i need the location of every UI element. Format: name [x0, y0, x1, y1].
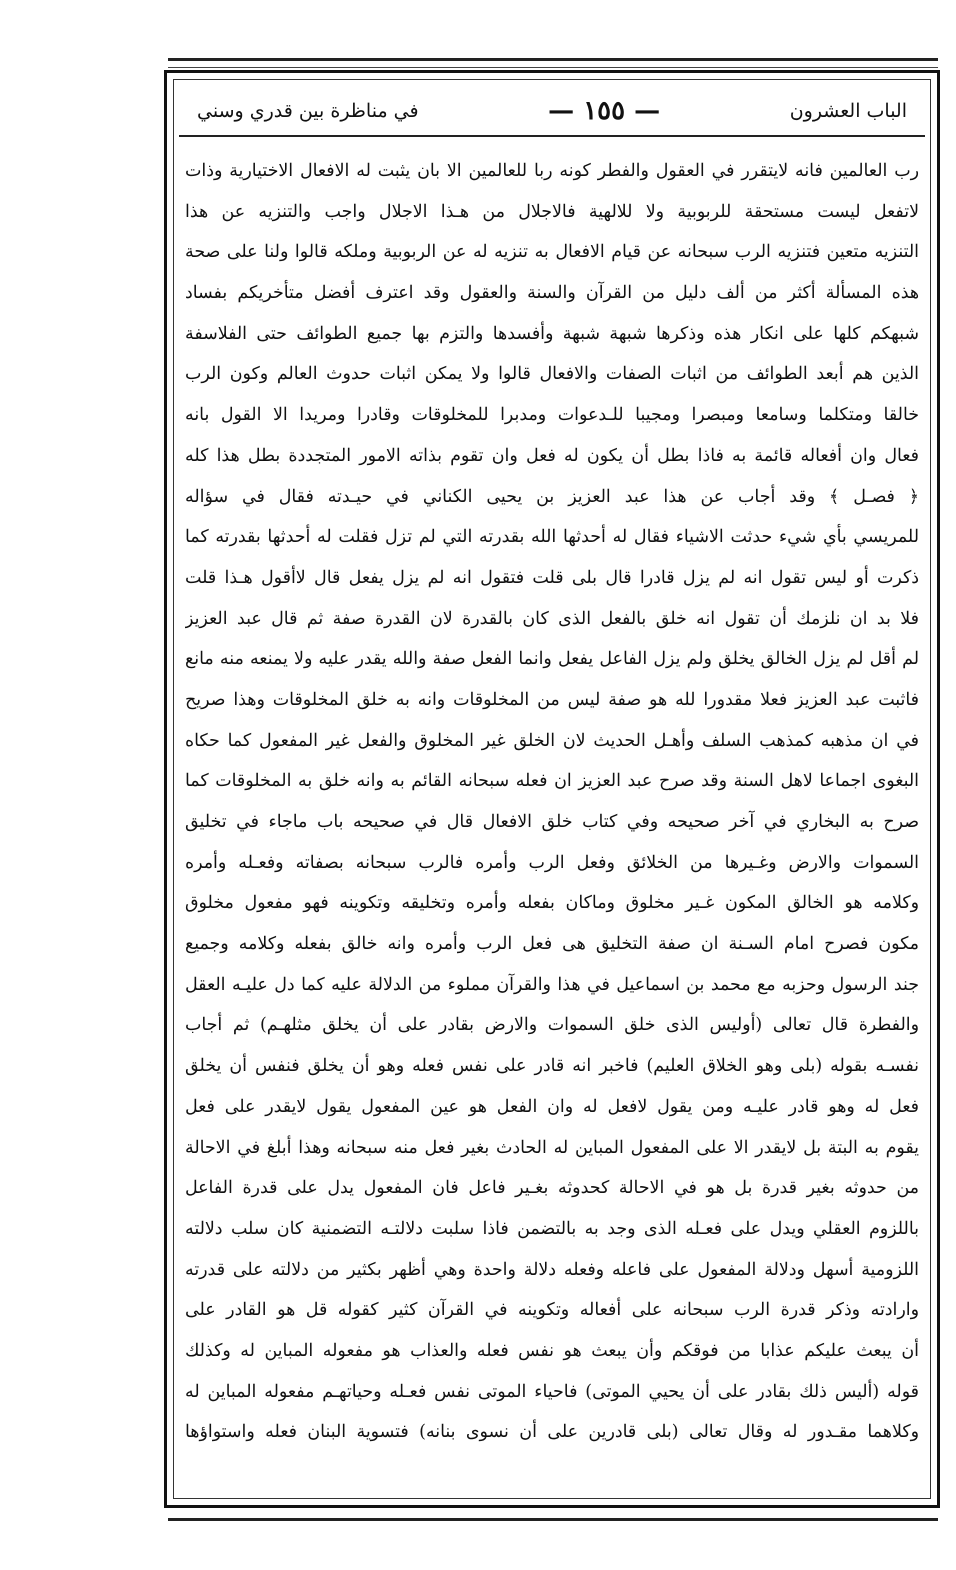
text-line: التنزيه متعين فتنزيه الرب سبحانه عن قيام الافعال به تنزيه له عن الربوبية وملكه قالوا ولنا على صحة [185, 242, 919, 263]
text-line: للمريسي بأي شيء حدثت الاشياء فقال له أحدثها الله بقدرته التي لم تزل فقلت له أحدثها بقدرته كما [185, 527, 919, 548]
text-line: الذين هم أبعد الطوائف من اثبات الصفات والافعال قالوا ولا يمكن اثبات حدوث العالم وكون الرب [185, 364, 919, 385]
text-line: السموات والارض وغـيرها من الخلائق وفعل الرب وأمره فالرب سبحانه بصفاته وفعـله وأمره [185, 852, 919, 873]
text-line: هذه المسألة أكثر من ألف دليل من القرآن والسنة والعقول وقد اعترف أفضل متأخريكم بفساد [185, 283, 919, 304]
text-line: لاتفعل ليست مستحقة للربوبية ولا للالهية فالاجلال من هـذا الاجلال واجب والتنزيه عن هذا [185, 201, 919, 222]
text-line: وارادته وذكر قدرة الرب سبحانه على أفعاله وتكوينه في القرآن كثير كقوله قل هو القادر على [185, 1300, 919, 1321]
body-text [185, 151, 919, 1495]
text-line: في ان مذهبه كمذهب السلف وأهـل الحديث لان الخلق غير المخلوق والفعل غير المفعول كما حكاه [185, 730, 919, 751]
text-line: من حدوثه بغير قدرة بل هو في الاحالة كحدوثه بغـير فاعل فان المفعول يدل على قدرة الفاعل [185, 1178, 919, 1199]
bottom-rule [168, 1514, 938, 1521]
text-line: البغوى اجماعا لاهل السنة وقد صرح عبد العزيز ان فعله سبحانه القائم به وانه خلق به المخلوقات كما [185, 771, 919, 792]
chapter-title: الباب العشرون [789, 100, 907, 122]
top-rule [168, 58, 938, 68]
text-line: باللزوم العقلي ويدل على فعـله الذى وجد به بالتضمن فاذا سلبت دلالتـه التضمنية كان سلب دلالته [185, 1218, 919, 1239]
text-line: شبهكم كلها على انكار هذه وذكرها شبهة شبهة وأفسدها والتزم بها جميع الطوائف حتى الفلاسفة [185, 323, 919, 344]
text-line: نفسـه بقوله (بلى وهو الخلاق العليم) فاخبر انه قادر على نفس فعله وهو أن يخلق فنفس أن يخلق [185, 1056, 919, 1077]
text-line: فاثبت عبد العزيز فعلا مقدورا لله هو صفة ليس من المخلوقات وانه به خلق المخلوقات وهذا صريح [185, 689, 919, 710]
text-line: فعل له وهو قادر عليـه ومن يقول لافعل له وان الفعل هو عين المفعول يقول لايقدر على فعل [185, 1096, 919, 1117]
page-number: — ١٥٥ — [548, 96, 661, 126]
text-line: لم أقل لم يزل الخالق يخلق ولم يزل الفاعل يفعل وانما الفعل صفة والله يقدر عليه ولا يمنعه منه مانع [185, 649, 919, 670]
text-line: أن يبعث عليكم عذابا من فوقكم وأن يبعث هو نفس فعله والعذاب هو مفعوله المباين له وكذلك [185, 1340, 919, 1361]
page-frame [164, 70, 940, 1508]
text-line: يقوم به البتة بل لايقدر الا على المفعول المباين له الحادث بغير فعل منه سبحانه وهذا أبلغ في الاحالة [185, 1137, 919, 1158]
text-line: رب العالمين فانه لايتقرر في العقول والفطر كونه ربا للعالمين الا بان يثبت له الافعال الاختيارية وذات [185, 161, 919, 181]
text-line: قوله (أليس ذلك بقادر على أن يحيي الموتى) فاحياء الموتى نفس فعـله وحياتهـم مفعوله المباين له [185, 1381, 919, 1402]
section-heading-line: ﴿ فصـل ﴾ وقد أجاب عن هذا عبد العزيز بن يحيى الكناني في حيـدته فقال في سؤاله [185, 486, 919, 507]
text-line: صرح به البخاري في آخر صحيحه وفي كتاب خلق الافعال قال في صحيحه باب ماجاء في تخليق [185, 812, 919, 832]
text-line: والفطرة قال تعالى (أوليس الذى خلق السموات والارض بقادر على أن يخلق مثلهـم) ثم أجاب [185, 1015, 919, 1036]
text-line: ذكرت أو ليس تقول انه لم يزل قادرا قال بلى قلت فتقول انه لم يزل يفعل قال لاأقول هـذا قلت [185, 567, 919, 588]
text-line: اللزومية أسهل ودلالة المفعول على فاعله وفعله دلالة واحدة وهي أظهر بكثير من دلالته على قدرته [185, 1259, 919, 1280]
text-line: فعال وان أفعاله قائمة به فاذا بطل أن يكون له فعل وان تقوم بذاته الامور المتجددة بطل هذا كله [185, 445, 919, 466]
text-line: وكلامه هو الخالق المكون غـير مخلوق وماكان بفعله وأمره وتخليقه وتكوينه فهو مفعول مخلوق [185, 893, 919, 914]
text-line: فلا بد ان نلزمك أن تقول انه خلق بالفعل الذى كان بالقدرة لان القدرة صفة ثم قال عبد العزيز [185, 608, 919, 629]
text-line: خالقا ومتكلما وسامعا ومبصرا ومجيبا للـدعوات ومدبرا للمخلوقات وقادرا ومريدا الا القول بانه [185, 405, 919, 426]
section-title: في مناظرة بين قدري وسني [197, 100, 419, 122]
text-line: مكون فصرح امام السـنة ان صفة التخليق هى فعل الرب وأمره وانه خالق بفعله وكلامه وجميع [185, 934, 919, 955]
text-line: جند الرسول وحزبه مع محمد بن اسماعيل في هذا والقرآن مملوء من الدلالة عليه كما دل عليـه العقل [185, 974, 919, 995]
text-line: وكلاهما مقـدور له وقال تعالى (بلى قادرين على أن نسوى بنانه) فتسوية البنان فعله واستواؤها [185, 1422, 919, 1443]
running-header [179, 87, 925, 137]
